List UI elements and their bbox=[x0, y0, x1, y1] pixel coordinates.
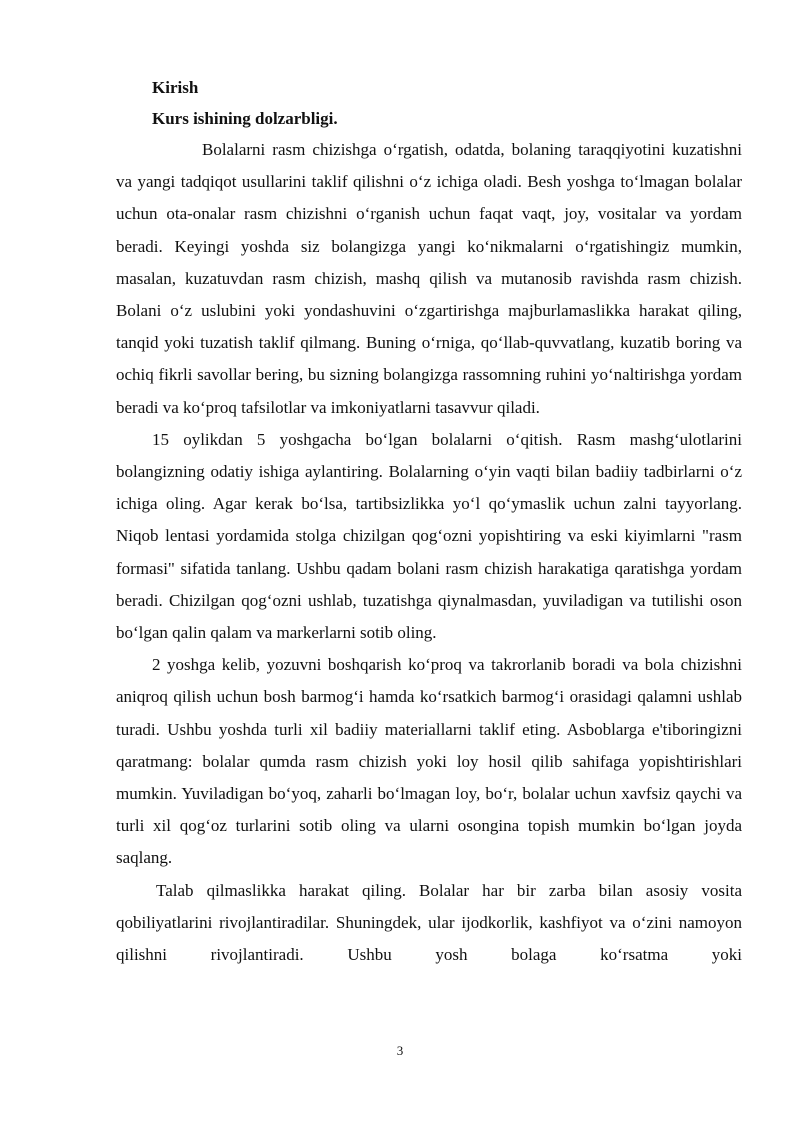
document-page bbox=[116, 72, 742, 971]
page-number: 3 bbox=[396, 1043, 404, 1058]
paragraph-1: Bolalarni rasm chizishga o‘rgatish, odatda, bolaning taraqqiyotini kuzatishni va yangi tadqiqot usullarini taklif qilishni o‘z ichiga oladi. Besh yoshga to‘lmagan bolalar uchun ota-onalar rasm chizishni o‘rganish uchun faqat vaqt, joy, vositalar va yordam beradi. Keyingi yoshda siz bolangizga yangi ko‘nikmalarni o‘rgatishingiz mumkin, masalan, kuzatuvdan rasm chizish, mashq qilish va mutanosib ravishda rasm chizish. Bolani o‘z uslubini yoki yondashuvini o‘zgartirishga majburlamaslikka harakat qiling, tanqid yoki tuzatish taklif qilmang. Buning o‘rniga, qo‘llab-quvvatlang, kuzatib boring va ochiq fikrli savollar bering, bu sizning bolangizga rassomning ruhini yo‘naltirishga yordam beradi va ko‘proq tafsilotlar va imkoniyatlarni tasavvur qiladi. bbox=[116, 140, 742, 417]
paragraph-2: 15 oylikdan 5 yoshgacha bo‘lgan bolalarni o‘qitish. Rasm mashg‘ulotlarini bolangizning odatiy ishiga aylantiring. Bolalarning o‘yin vaqti bilan badiiy tadbirlarni o‘z ichiga oling. Agar kerak bo‘lsa, tartibsizlikka yo‘l qo‘ymaslik uchun zalni tayyorlang. Niqob lentasi yordamida stolga chizilgan qog‘ozni yopishtiring va eski kiyimlarni "rasm formasi" sifatida tanlang. Ushbu qadam bolani rasm chizish harakatiga qaratishga yordam beradi. Chizilgan qog‘ozni ushlab, tuzatishga qiynalmasdan, yuviladigan va tutilishi oson bo‘lgan qalin qalam va markerlarni sotib oling. bbox=[116, 429, 742, 643]
section-subtitle: Kurs ishining dolzarbligi. bbox=[152, 109, 338, 128]
section-title: Kirish bbox=[152, 78, 199, 97]
paragraph-4: Talab qilmaslikka harakat qiling. Bolalar har bir zarba bilan asosiy vosita qobiliyatlarini rivojlantiradilar. Shuningdek, ular ijodkorlik, kashfiyot va o‘zini namoyon qilishni rivojlantiradi. Ushbu yosh bolaga ko‘rsatma yoki bbox=[116, 880, 742, 965]
paragraph-3: 2 yoshga kelib, yozuvni boshqarish ko‘proq va takrorlanib boradi va bola chizishni aniqroq qilish uchun bosh barmog‘i hamda ko‘rsatkich barmog‘i orasidagi qalamni ushlab turadi. Ushbu yoshda turli xil badiiy materiallarni taklif eting. Asboblarga e'tiboringizni qaratmang: bolalar qumda rasm chizish yoki loy hosil qilib sahifaga yopishtirishlari mumkin. Yuviladigan bo‘yoq, zaharli bo‘lmagan loy, bo‘r, bolalar uchun xavfsiz qaychi va turli xil qog‘oz turlarini sotib oling va ularni osongina topish mumkin bo‘lgan joyda saqlang. bbox=[116, 655, 742, 868]
